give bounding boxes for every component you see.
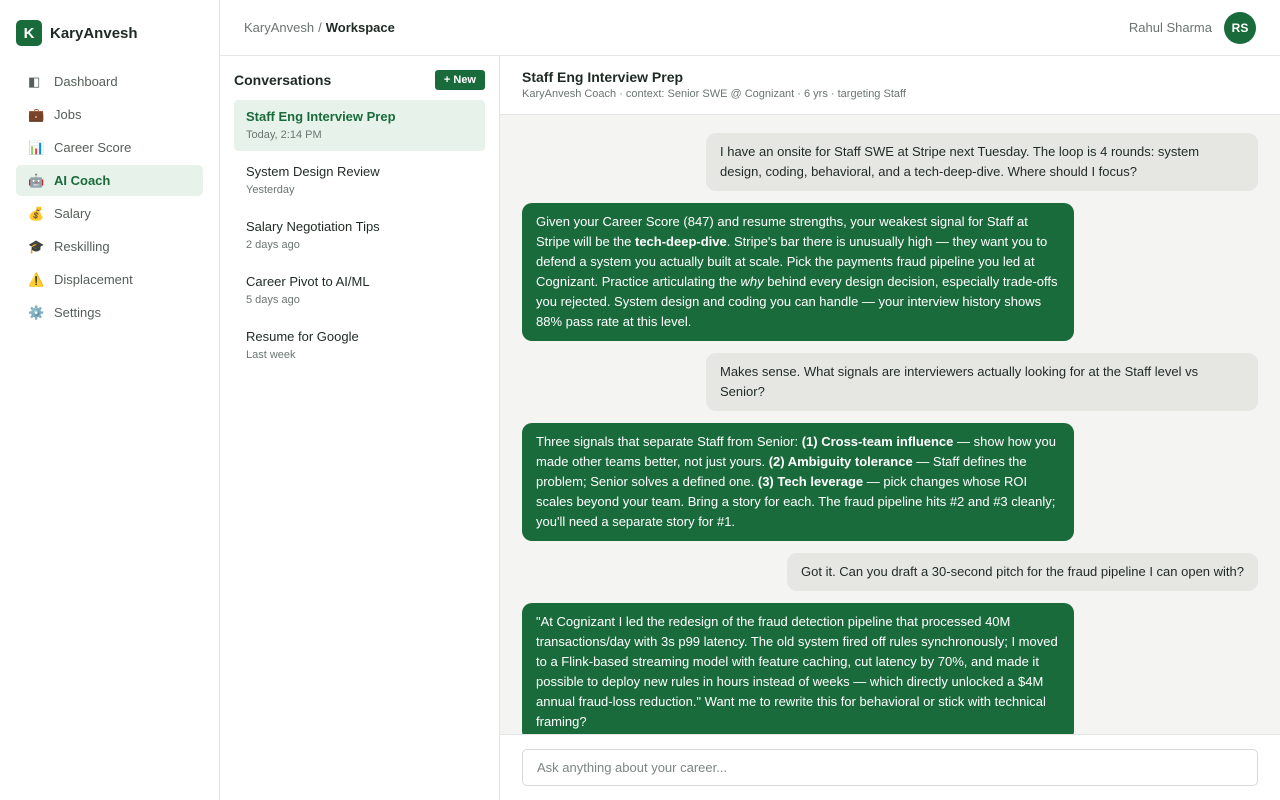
conversation-time: Yesterday xyxy=(246,184,295,196)
sidebar-item-label: Salary xyxy=(54,206,91,221)
breadcrumb-root[interactable]: KaryAnvesh xyxy=(244,20,315,35)
conversation-time: 2 days ago xyxy=(246,239,300,251)
message-text: I have an onsite for Staff SWE at Stripe next Tuesday. The loop is 4 rounds: system design, coding, behavioral, and a tech-deep-dive. Where should I focus? xyxy=(720,144,1200,179)
brand-logo: K xyxy=(16,20,42,46)
chat-panel xyxy=(500,56,1280,800)
coach-message xyxy=(522,603,1074,734)
conversation-item[interactable] xyxy=(234,210,485,261)
message-text: — show how you made other teams better, not just yours. xyxy=(536,434,1056,469)
sidebar-item-dashboard[interactable] xyxy=(16,66,203,97)
topbar xyxy=(220,0,1280,56)
message-text: — pick changes whose ROI scales beyond your team. Bring a story for each. The fraud pipeline hits #2 and #3 cleanly; you'll need a separate story for #1. xyxy=(536,474,1056,529)
sidebar-item-label: Jobs xyxy=(54,107,82,122)
sidebar-item-ai-coach[interactable] xyxy=(16,165,203,196)
conversation-item[interactable] xyxy=(234,100,485,151)
robot-icon: 🤖 xyxy=(28,172,45,188)
sidebar-item-label: Displacement xyxy=(54,272,133,287)
sidebar-item-label: AI Coach xyxy=(54,173,111,188)
coach-message xyxy=(522,423,1074,541)
conversation-name: Career Pivot to AI/ML xyxy=(246,274,370,289)
user-name: Rahul Sharma xyxy=(1128,20,1212,35)
user-message xyxy=(706,133,1258,191)
sidebar-item-label: Dashboard xyxy=(54,74,118,89)
conversation-name: Staff Eng Interview Prep xyxy=(246,109,396,124)
gear-icon: ⚙️ xyxy=(28,304,45,320)
breadcrumb xyxy=(244,20,395,35)
user-message xyxy=(787,553,1258,591)
breadcrumb-separator: / xyxy=(318,20,322,35)
user-menu[interactable] xyxy=(1129,12,1256,44)
warning-icon: ⚠️ xyxy=(28,271,45,287)
breadcrumb-current: Workspace xyxy=(325,20,395,35)
sidebar-item-salary[interactable] xyxy=(16,198,203,229)
coach-message xyxy=(522,203,1074,341)
sidebar-item-career-score[interactable] xyxy=(16,132,203,163)
graduation-cap-icon: 🎓 xyxy=(28,238,45,254)
message-text: Makes sense. What signals are interviewers actually looking for at the Staff level vs Senior? xyxy=(720,364,1199,399)
sidebar-item-displacement[interactable] xyxy=(16,264,203,295)
sidebar xyxy=(0,0,220,800)
conversation-name: System Design Review xyxy=(246,164,380,179)
conversation-item[interactable] xyxy=(234,265,485,316)
new-conversation-button[interactable]: + New xyxy=(435,70,485,90)
chat-header xyxy=(500,56,1280,115)
sidebar-item-label: Settings xyxy=(54,305,101,320)
sidebar-item-reskilling[interactable] xyxy=(16,231,203,262)
message-text: Given your Career Score (847) and resume strengths, your weakest signal for Staff at Stripe will be the xyxy=(536,214,1028,249)
money-bag-icon: 💰 xyxy=(28,205,45,221)
conversation-time: 5 days ago xyxy=(246,294,300,306)
conversation-time: Today, 2:14 PM xyxy=(246,129,322,141)
message-text: . Stripe's bar there is unusually high — they want you to defend a system you actually built at scale. Pick the payments fraud pipeline you led at Cognizant. Practice articulating the xyxy=(536,234,1048,289)
sidebar-nav xyxy=(0,66,219,328)
message-text: (1) Cross-team influence xyxy=(801,434,954,449)
message-text: behind every design decision, especially trade-offs you rejected. System design and coding you can handle — your interview history shows 88% pass rate at this level. xyxy=(536,274,1058,329)
sidebar-item-label: Career Score xyxy=(54,140,132,155)
sidebar-item-settings[interactable] xyxy=(16,297,203,328)
conversation-name: Salary Negotiation Tips xyxy=(246,219,380,234)
brand[interactable] xyxy=(0,0,219,66)
avatar[interactable]: RS xyxy=(1224,12,1256,44)
conversation-name: Resume for Google xyxy=(246,329,359,344)
conversations-header xyxy=(234,70,485,90)
chat-title: Staff Eng Interview Prep xyxy=(522,69,684,85)
message-text: why xyxy=(740,274,764,289)
bar-chart-icon: 📊 xyxy=(28,139,45,155)
conversation-list xyxy=(234,100,485,371)
composer xyxy=(500,734,1280,800)
dashboard-icon: ◧ xyxy=(28,73,41,89)
sidebar-item-jobs[interactable] xyxy=(16,99,203,130)
message-text: tech-deep-dive xyxy=(635,234,727,249)
brand-name: KaryAnvesh xyxy=(50,24,138,42)
conversation-item[interactable] xyxy=(234,320,485,371)
briefcase-icon: 💼 xyxy=(28,106,45,122)
message-text: Three signals that separate Staff from Senior: xyxy=(536,434,802,449)
message-text: Got it. Can you draft a 30-second pitch for the fraud pipeline I can open with? xyxy=(801,564,1244,579)
message-text: (2) Ambiguity tolerance xyxy=(768,454,913,469)
conversation-item[interactable] xyxy=(234,155,485,206)
chat-subtitle: KaryAnvesh Coach · context: Senior SWE @ Cognizant · 6 yrs · targeting Staff xyxy=(522,88,906,100)
sidebar-item-label: Reskilling xyxy=(54,239,110,254)
user-message xyxy=(706,353,1258,411)
message-text: "At Cognizant I led the redesign of the fraud detection pipeline that processed 40M transactions/day with 3s p99 latency. The old system fired off rules synchronously; I moved to a Flink-based streaming model with feature caching, cut latency by 70%, and made it possible to deploy new rules in hours instead of weeks — which directly unlocked a $4M annual fraud-loss reduction." Want me to rewrite this for behavioral or stick with technical framing? xyxy=(536,614,1058,729)
conversations-panel xyxy=(220,56,500,800)
message-text: (3) Tech leverage xyxy=(757,474,864,489)
conversation-time: Last week xyxy=(246,349,296,361)
message-list[interactable] xyxy=(500,115,1280,734)
chat-input[interactable] xyxy=(522,749,1258,786)
conversations-title: Conversations xyxy=(234,72,332,88)
message-text: — Staff defines the problem; Senior solves a defined one. xyxy=(536,454,1027,489)
